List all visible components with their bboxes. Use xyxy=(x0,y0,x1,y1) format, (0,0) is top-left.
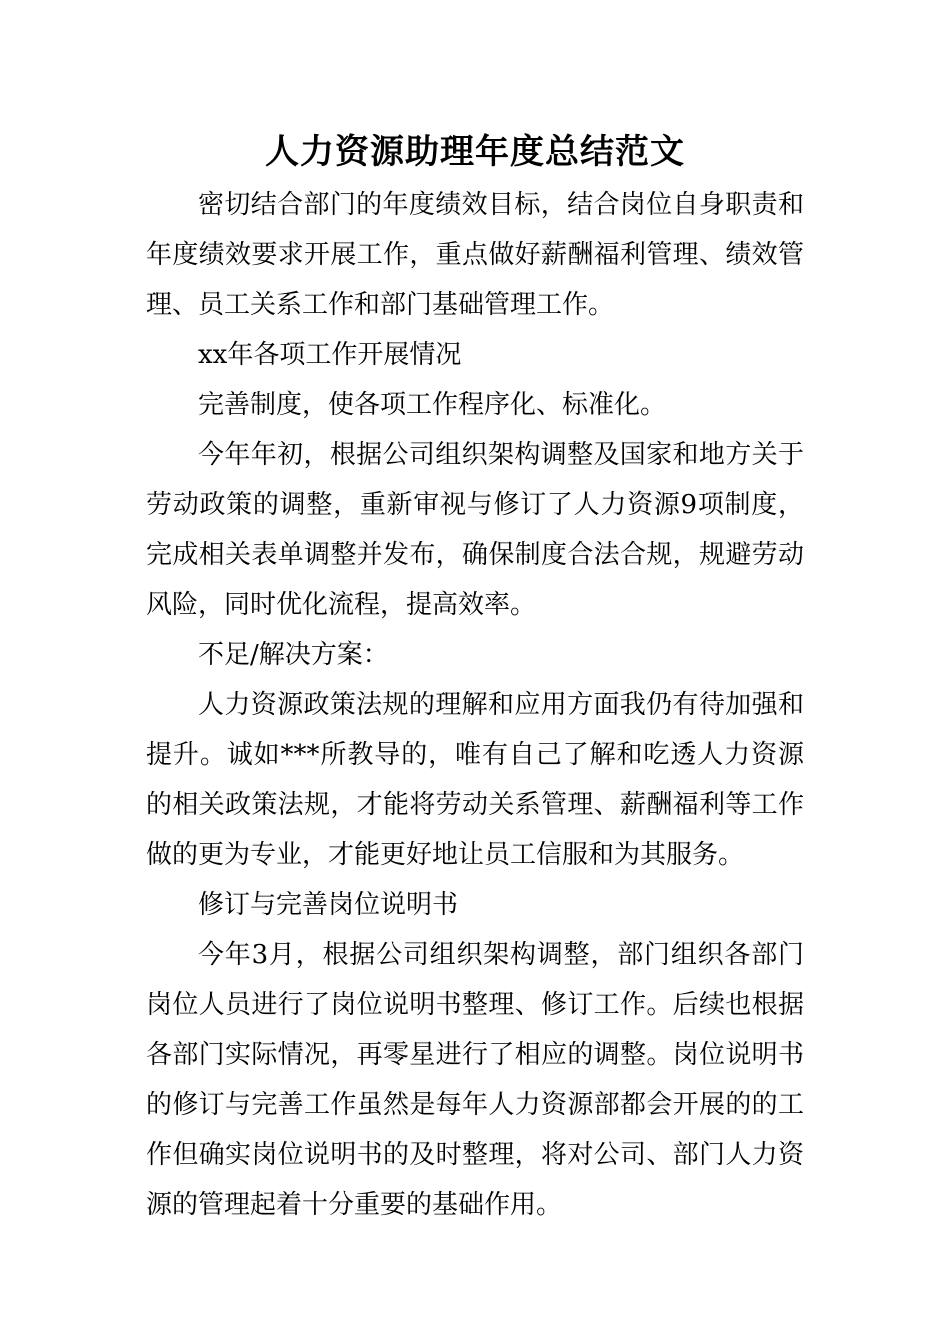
paragraph-shortcoming-body: 人力资源政策法规的理解和应用方面我仍有待加强和提升。诚如***所教导的，唯有自己了解和吃透人力资源的相关政策法规，才能将劳动关系管理、薪酬福利等工作做的更为专业，才能更好地让员工信服和为其服务。 xyxy=(146,690,804,870)
paragraph-policy-revision: 今年年初，根据公司组织架构调整及国家和地方关于劳动政策的调整，重新审视与修订了人力资源9项制度，完成相关表单调整并发布，确保制度合法合规，规避劳动风险，同时优化流程，提高效率。 xyxy=(146,440,804,620)
paragraph-job-description-heading: 修订与完善岗位说明书 xyxy=(198,890,459,920)
paragraph-item-heading: 完善制度，使各项工作程序化、标准化。 xyxy=(198,390,667,420)
paragraph-job-description-body: 今年3月，根据公司组织架构调整，部门组织各部门岗位人员进行了岗位说明书整理、修订工作。后续也根据各部门实际情况，再零星进行了相应的调整。岗位说明书的修订与完善工作虽然是每年人力资源部都会开展的的工作但确实岗位说明书的及时整理，将对公司、部门人力资源的管理起着十分重要的基础作用。 xyxy=(146,940,804,1220)
paragraph-intro: 密切结合部门的年度绩效目标，结合岗位自身职责和年度绩效要求开展工作，重点做好薪酬福利管理、绩效管理、员工关系工作和部门基础管理工作。 xyxy=(146,190,804,320)
document-title: 人力资源助理年度总结范文 xyxy=(265,132,685,172)
paragraph-shortcoming-heading: 不足/解决方案： xyxy=(198,640,389,670)
paragraph-section-heading: xx年各项工作开展情况 xyxy=(198,340,462,370)
